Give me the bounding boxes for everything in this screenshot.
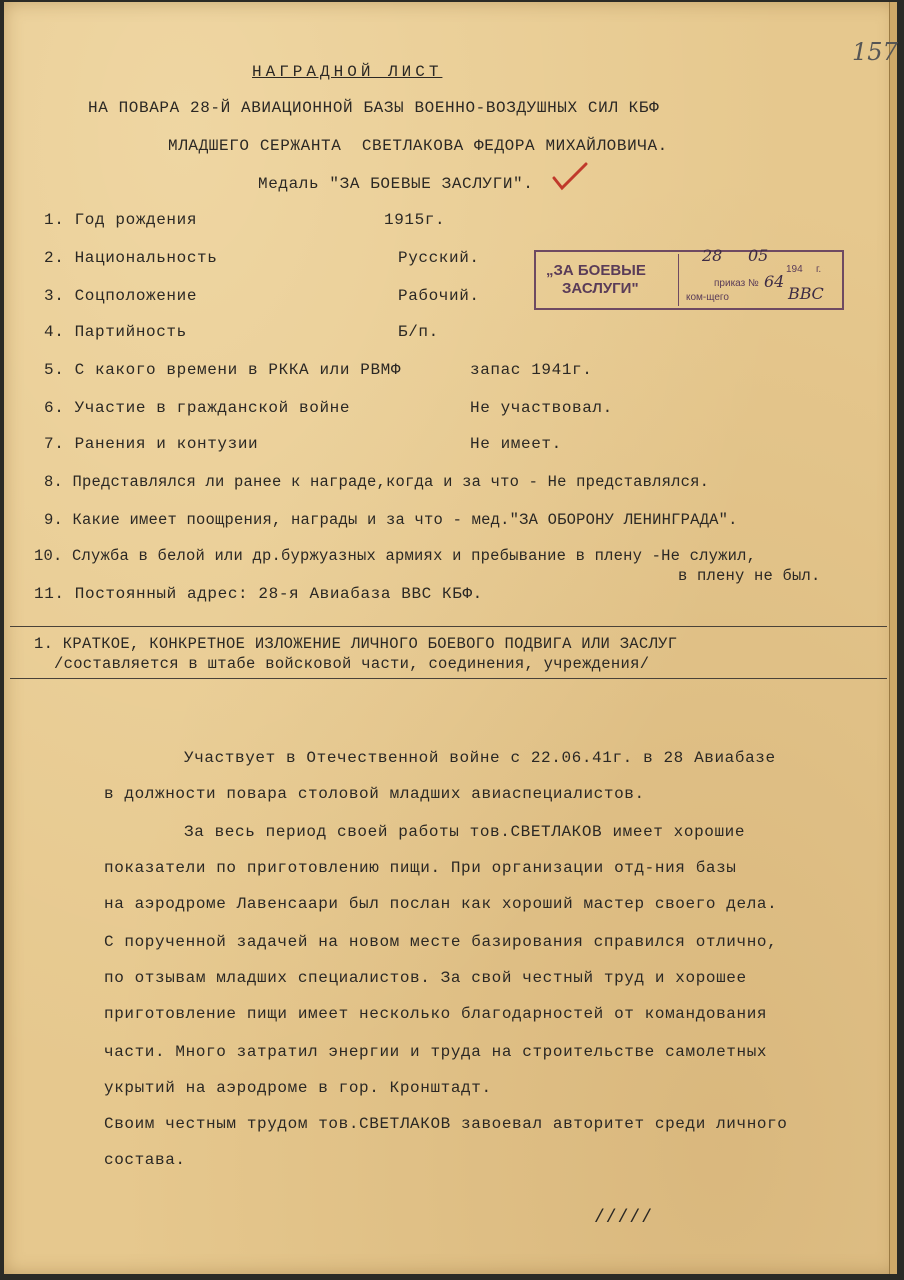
item-4-label: 4. Партийность	[44, 323, 187, 341]
stamp-divider	[678, 254, 679, 306]
body-line: по отзывам младших специалистов. За свой честный труд и хорошее	[104, 969, 747, 987]
body-line: на аэродроме Лавенсаари был послан как хороший мастер своего дела.	[104, 895, 778, 913]
item-7-label: 7. Ранения и контузии	[44, 435, 259, 453]
section-subheading: /составляется в штабе войсковой части, соединения, учреждения/	[54, 655, 650, 673]
item-3-label: 3. Соцположение	[44, 287, 198, 305]
item-5-label: 5. С какого времени в РККА или РВМФ	[44, 361, 402, 379]
page-edge	[889, 2, 897, 1274]
stamp-commander-name: ВВС	[788, 284, 824, 303]
stamp-date-month: 05	[748, 246, 769, 265]
item-1-label: 1. Год рождения	[44, 211, 198, 229]
body-line: показатели по приготовлению пищи. При организации отд-ния базы	[104, 859, 737, 877]
body-line: За весь период своей работы тов.СВЕТЛАКОВ имеет хорошие	[184, 823, 746, 841]
archive-page-number: 157	[852, 38, 898, 66]
section-rule-bottom	[10, 678, 887, 679]
medal-name: Медаль "ЗА БОЕВЫЕ ЗАСЛУГИ".	[258, 175, 534, 193]
stamp-date-year: 194	[786, 264, 803, 275]
header-line-1: НА ПОВАРА 28-Й АВИАЦИОННОЙ БАЗЫ ВОЕННО-ВОЗДУШНЫХ СИЛ КБФ	[88, 99, 660, 117]
item-6-label: 6. Участие в гражданской войне	[44, 399, 351, 417]
item-8: 8. Представлялся ли ранее к награде,когда и за что - Не представлялся.	[44, 473, 710, 491]
item-1-value: 1915г.	[384, 211, 446, 229]
body-line: Своим честным трудом тов.СВЕТЛАКОВ завоевал авторитет среди личного	[104, 1115, 788, 1133]
body-line: части. Много затратил энергии и труда на строительстве самолетных	[104, 1043, 768, 1061]
stamp-medal-line-2: ЗАСЛУГИ"	[562, 280, 639, 297]
body-line: в должности повара столовой младших авиаспециалистов.	[104, 785, 645, 803]
item-2-label: 2. Национальность	[44, 249, 218, 267]
item-9: 9. Какие имеет поощрения, награды и за что - мед."ЗА ОБОРОНУ ЛЕНИНГРАДА".	[44, 511, 738, 529]
item-10-label: 10. Служба в белой или др.буржуазных армиях и пребывание в плену -Не служил,	[34, 547, 757, 565]
item-11: 11. Постоянный адрес: 28-я Авиабаза ВВС КБФ.	[34, 585, 483, 603]
body-line: состава.	[104, 1151, 186, 1169]
document-title: НАГРАДНОЙ ЛИСТ	[252, 63, 443, 81]
award-sheet	[4, 2, 897, 1274]
stamp-date-day: 28	[702, 246, 723, 265]
item-7-value: Не имеет.	[470, 435, 562, 453]
item-3-value: Рабочий.	[398, 287, 480, 305]
header-line-2: МЛАДШЕГО СЕРЖАНТА СВЕТЛАКОВА ФЕДОРА МИХАЙЛОВИЧА.	[168, 137, 668, 155]
checkmark-icon	[552, 162, 588, 192]
section-rule-top	[10, 626, 887, 627]
item-2-value: Русский.	[398, 249, 480, 267]
section-heading: 1. КРАТКОЕ, КОНКРЕТНОЕ ИЗЛОЖЕНИЕ ЛИЧНОГО БОЕВОГО ПОДВИГА ИЛИ ЗАСЛУГ	[34, 635, 678, 653]
body-line: укрытий на аэродроме в гор. Кронштадт.	[104, 1079, 492, 1097]
body-line: С порученной задачей на новом месте базирования справился отлично,	[104, 933, 778, 951]
stamp-date-suffix: г.	[816, 264, 822, 275]
stamp-order-label: приказ №	[714, 278, 759, 289]
end-mark: /////	[594, 1208, 654, 1228]
stamp-order-number: 64	[764, 272, 785, 291]
item-10-value: в плену не был.	[678, 567, 821, 585]
body-line: приготовление пищи имеет несколько благодарностей от командования	[104, 1005, 768, 1023]
stamp-medal-line-1: „ЗА БОЕВЫЕ	[546, 262, 646, 279]
item-6-value: Не участвовал.	[470, 399, 613, 417]
stamp-commander-label: ком-щего	[686, 292, 729, 303]
body-line: Участвует в Отечественной войне с 22.06.41г. в 28 Авиабазе	[184, 749, 776, 767]
item-4-value: Б/п.	[398, 323, 439, 341]
item-5-value: запас 1941г.	[470, 361, 593, 379]
award-stamp	[534, 246, 844, 310]
